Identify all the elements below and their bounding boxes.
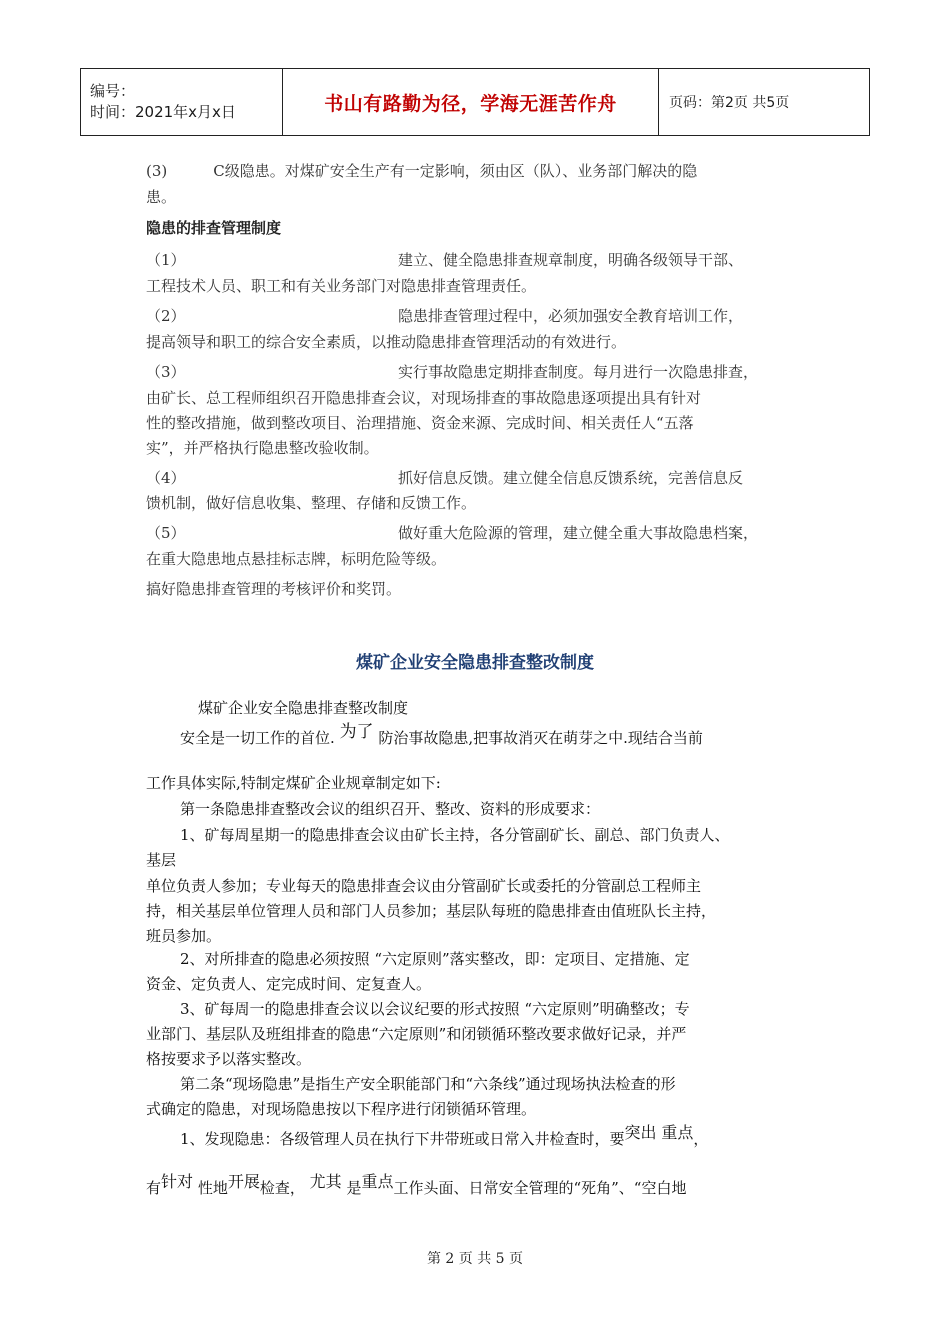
last-e: 检查， xyxy=(259,1179,305,1197)
item-3-line4: 实”，并严格执行隐患整改验收制。 xyxy=(146,439,379,457)
section-heading: 隐患的排查管理制度 xyxy=(146,219,282,237)
find-line xyxy=(180,1123,709,1152)
p1-line1: 1、矿每周星期一的隐患排查会议由矿长主持，各分管副矿长、副总、部门负责人、 xyxy=(180,826,730,844)
c-level-num: (3) xyxy=(146,162,168,180)
article-title: 煤矿企业安全隐患排查整改制度 xyxy=(356,653,594,673)
last-f: 尤其 xyxy=(309,1172,342,1191)
document-header xyxy=(80,68,870,136)
intro-line1 xyxy=(180,722,703,751)
item-4-text: 抓好信息反馈。建立健全信息反馈系统，完善信息反 xyxy=(398,469,744,487)
number-label: 编号： xyxy=(90,82,136,100)
find-b: 突出 xyxy=(624,1123,657,1142)
p1-line3: 单位负责人参加；专业每天的隐患排查会议由分管副矿长或委托的分管副总工程师主 xyxy=(146,877,702,895)
last-g: 是 xyxy=(346,1179,362,1197)
article2-line1: 第二条“现场隐患”是指生产安全职能部门和“六条线”通过现场执法检查的形 xyxy=(180,1075,676,1093)
page-footer: 第 2 页 共 5 页 xyxy=(426,1251,524,1267)
item-2-num: （2） xyxy=(146,307,186,325)
p1-line4: 持，相关基层单位管理人员和部门人员参加；基层队每班的隐患排查由值班队长主持， xyxy=(146,902,717,920)
page-label: 页码：第2页 共5页 xyxy=(669,95,790,111)
item-2-line2: 提高领导和职工的综合安全素质，以推动隐患排查管理活动的有效进行。 xyxy=(146,333,627,351)
last-c: 性地 xyxy=(197,1179,228,1197)
intro-line2: 工作具体实际,特制定煤矿企业规章制定如下: xyxy=(146,774,441,792)
last-h: 重点 xyxy=(361,1172,394,1191)
item-1-line1 xyxy=(146,247,743,274)
article1-heading: 第一条隐患排查整改会议的组织召开、整改、资料的形成要求： xyxy=(180,800,601,818)
item-2-line1 xyxy=(146,303,743,330)
item-5-text: 做好重大危险源的管理，建立健全重大事故隐患档案， xyxy=(398,524,759,542)
closing-line: 搞好隐患排查管理的考核评价和奖罚。 xyxy=(146,580,402,598)
item-1-line2: 工程技术人员、职工和有关业务部门对隐患排查管理责任。 xyxy=(146,277,537,295)
p3-line3: 格按要求予以落实整改。 xyxy=(146,1050,312,1068)
motto: 书山有路勤为径，学海无涯苦作舟 xyxy=(283,69,659,135)
intro-c: 防治事故隐患,把事故消灭在萌芽之中.现结合当前 xyxy=(378,729,703,747)
intro-b: 为了 xyxy=(339,722,374,742)
item-3-num: （3） xyxy=(146,363,186,381)
c-level-text: C级隐患。对煤矿安全生产有一定影响，须由区（队）、业务部门解决的隐 xyxy=(213,162,698,180)
find-d: ， xyxy=(693,1130,709,1148)
item-5-num: （5） xyxy=(146,524,186,542)
item-3-line1 xyxy=(146,359,758,386)
item-1-text: 建立、健全隐患排查规章制度，明确各级领导干部、 xyxy=(398,251,744,269)
p3-line1: 3、矿每周一的隐患排查会议以会议纪要的形式按照 “六定原则”明确整改；专 xyxy=(180,1000,690,1018)
last-i: 工作头面、日常安全管理的“死角”、“空白地 xyxy=(393,1179,687,1197)
header-meta xyxy=(81,69,283,135)
p2-line1: 2、对所排查的隐患必须按照 “六定原则”落实整改，即：定项目、定措施、定 xyxy=(180,950,690,968)
item-5-line2: 在重大隐患地点悬挂标志牌，标明危险等级。 xyxy=(146,550,447,568)
article-subtitle: 煤矿企业安全隐患排查整改制度 xyxy=(198,699,409,717)
item-3-line2: 由矿长、总工程师组织召开隐患排查会议，对现场排查的事故隐患逐项提出具有针对 xyxy=(146,389,702,407)
p2-line2: 资金、定负责人、定完成时间、定复查人。 xyxy=(146,975,432,993)
item-3-text: 实行事故隐患定期排查制度。每月进行一次隐患排查， xyxy=(398,363,759,381)
last-d: 开展 xyxy=(227,1172,260,1191)
find-c: 重点 xyxy=(661,1123,694,1142)
item-4-line1 xyxy=(146,465,743,492)
item-3-line3: 性的整改措施，做到整改项目、治理措施、资金来源、完成时间、相关责任人“五落 xyxy=(146,414,694,432)
item-4-line2: 馈机制，做好信息收集、整理、存储和反馈工作。 xyxy=(146,494,477,512)
c-level-line1 xyxy=(146,158,697,185)
p1-line5: 班员参加。 xyxy=(146,927,222,945)
find-a: 1、发现隐患：各级管理人员在执行下井带班或日常入井检查时，要 xyxy=(180,1130,625,1148)
article2-line2: 式确定的隐患，对现场隐患按以下程序进行闭锁循环管理。 xyxy=(146,1100,537,1118)
item-4-num: （4） xyxy=(146,469,186,487)
p3-line2: 业部门、基层队及班组排查的隐患“六定原则”和闭锁循环整改要求做好记录，并严 xyxy=(146,1025,687,1043)
item-5-line1 xyxy=(146,520,758,547)
item-1-num: （1） xyxy=(146,251,186,269)
item-2-text: 隐患排查管理过程中，必须加强安全教育培训工作， xyxy=(398,307,744,325)
last-line xyxy=(146,1172,687,1201)
last-a: 有 xyxy=(146,1179,162,1197)
intro-a: 安全是一切工作的首位. xyxy=(180,729,335,747)
last-b: 针对 xyxy=(161,1172,194,1191)
c-level-line2: 患。 xyxy=(146,188,177,206)
p1-line2: 基层 xyxy=(146,851,177,869)
time-label: 时间：2021年x月x日 xyxy=(90,103,236,121)
